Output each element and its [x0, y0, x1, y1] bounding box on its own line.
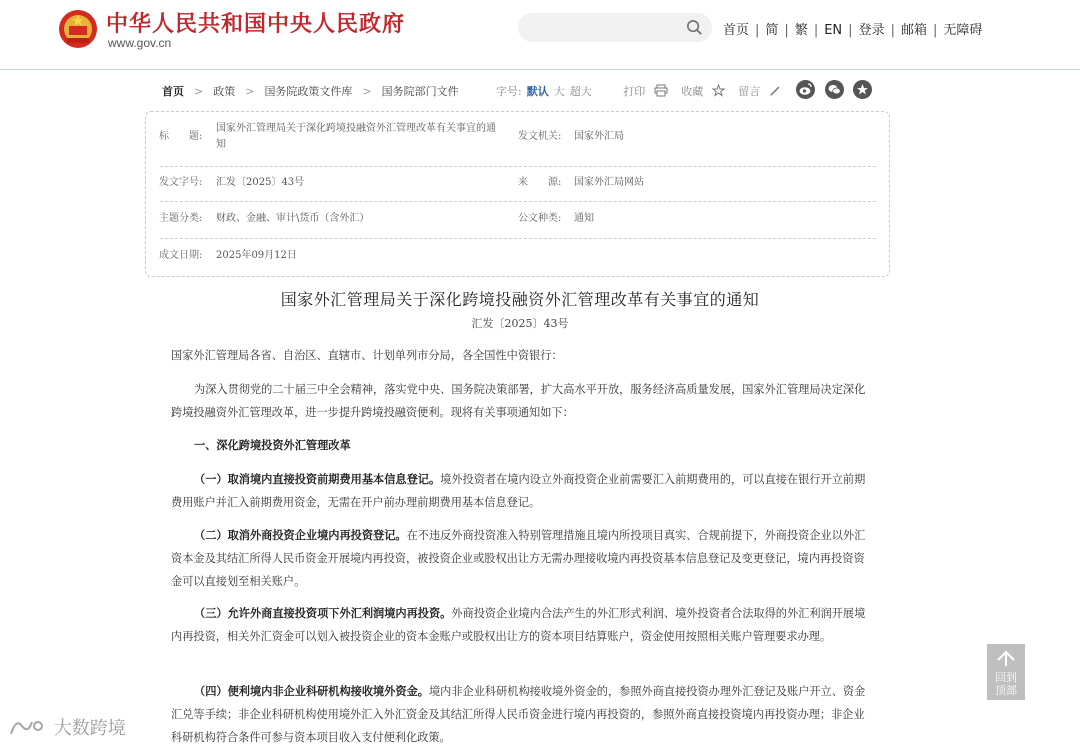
back-to-top-label: 顶部: [995, 684, 1017, 697]
article-item: [171, 680, 871, 749]
item-heading: （一）取消境内直接投资前期费用基本信息登记。: [194, 472, 441, 486]
header-divider: [0, 69, 1080, 70]
watermark: [8, 714, 126, 740]
item-body: 境外投资者在境内设立外商投资企业前需要汇入前期费用的，可以直接在银行开立前期费用账户并汇入前期费用资金，无需在开户前办理前期费用基本信息登记。: [171, 473, 866, 509]
source-value: 国家外汇局网站: [574, 177, 644, 188]
article-tools: [496, 83, 791, 99]
logo-icon: [8, 716, 48, 738]
pencil-icon: [769, 85, 781, 97]
weibo-share-icon[interactable]: [796, 80, 815, 99]
watermark-text: 大数跨境: [53, 718, 126, 739]
back-to-top-button[interactable]: [987, 644, 1025, 700]
item-body: 外商投资企业境内合法产生的外汇形式利润、境外投资者合法取得的外汇利润开展境内再投资，相关外汇资金可以划入被投资企业的资本金账户或股权出让方的资本项目结算账户，资金使用按照相关账户管理要求办理。: [171, 607, 866, 643]
nav-home[interactable]: 首页: [723, 23, 750, 38]
row-divider: [160, 201, 876, 202]
item-body: 境内非企业科研机构接收境外资金的，参照外商直接投资办理外汇登记及账户开立、资金汇兑等手续；非企业科研机构使用境外汇入外汇资金及其结汇所得人民币资金进行境内再投资的，参照外商直接投资境内再投资办理；非企业科研机构符合条件可参与资本项目收入支付便利化政策。: [171, 685, 866, 744]
topic-value: 财政、金融、审计\货币（含外汇）: [216, 213, 370, 224]
national-emblem-icon[interactable]: [58, 9, 98, 49]
item-body: 在不违反外商投资准入特别管理措施且境内所投项目真实、合规前提下，外商投资企业以外汇资本金及其结汇所得人民币资金开展境内再投资，被投资企业或股权出让方无需办理接收境内再投资基本信息登记及变更登记，境内再投资资金可以直接划至相关账户。: [171, 529, 866, 588]
favorite-star-icon[interactable]: [853, 80, 872, 99]
intro-paragraph: 为深入贯彻党的二十届三中全会精神，落实党中央、国务院决策部署，扩大高水平开放，服务经济高质量发展，国家外汇管理局决定深化跨境投融资外汇管理改革，进一步提升跨境投融资便利。现将有关事项通知如下：: [171, 383, 866, 419]
search-icon[interactable]: [685, 18, 704, 37]
font-size-xlarge[interactable]: 超大: [569, 85, 592, 98]
docno-label: 发文字号:: [159, 177, 203, 188]
wechat-share-icon[interactable]: [825, 80, 844, 99]
comment-button[interactable]: [738, 85, 791, 98]
site-domain: www.gov.cn: [108, 36, 172, 50]
issuer-label: 发文机关:: [518, 131, 562, 142]
chevron-right-icon: >: [245, 85, 255, 98]
row-divider: [160, 238, 876, 239]
arrow-up-icon: [987, 644, 1025, 668]
nav-simplified[interactable]: 简: [765, 23, 779, 38]
article-number: 汇发〔2025〕43号: [471, 317, 569, 330]
font-size-default[interactable]: 默认: [526, 85, 549, 98]
docno-value: 汇发〔2025〕43号: [216, 177, 305, 188]
article-item: [171, 468, 871, 514]
back-to-top-label: 回到: [995, 671, 1017, 684]
source-label: 来 源:: [518, 177, 562, 188]
breadcrumb-policy-library[interactable]: 国务院政策文件库: [264, 85, 353, 98]
chevron-right-icon: >: [362, 85, 372, 98]
item-heading: （二）取消外商投资企业境内再投资登记。: [194, 528, 407, 542]
nav-english[interactable]: EN: [824, 23, 843, 38]
breadcrumb-department-docs[interactable]: 国务院部门文件: [381, 85, 459, 98]
print-label: 打印: [623, 85, 646, 98]
title-label: 标 题:: [159, 131, 203, 142]
row-divider: [160, 166, 876, 167]
document-info-box: [145, 111, 890, 277]
article-title: 国家外汇管理局关于深化跨境投融资外汇管理改革有关事宜的通知: [280, 290, 760, 309]
addressee: 国家外汇管理局各省、自治区、直辖市、计划单列市分局，各全国性中资银行：: [171, 349, 563, 362]
search-input[interactable]: [518, 13, 712, 42]
comment-label: 留言: [738, 85, 761, 98]
favorite-label: 收藏: [681, 85, 704, 98]
nav-traditional[interactable]: 繁: [794, 23, 808, 38]
favorite-button[interactable]: [681, 85, 735, 98]
site-title[interactable]: 中华人民共和国中央人民政府: [106, 12, 406, 37]
font-size-large[interactable]: 大: [553, 85, 565, 98]
item-heading: （四）便利境内非企业科研机构接收境外资金。: [194, 684, 429, 698]
breadcrumb: [162, 83, 459, 99]
nav-login[interactable]: 登录: [858, 23, 885, 38]
top-nav: 首页 | 简 | 繁 | EN | 登录 | 邮箱 | 无障碍: [723, 23, 983, 38]
font-size-label: 字号:: [496, 85, 522, 98]
star-icon: [712, 84, 725, 97]
title-value: 国家外汇管理局关于深化跨境投融资外汇管理改革有关事宜的通 知: [216, 123, 496, 150]
article-item: [171, 524, 871, 593]
type-value: 通知: [574, 213, 594, 224]
breadcrumb-policy[interactable]: 政策: [213, 85, 236, 98]
date-label: 成文日期:: [159, 250, 203, 261]
item-heading: （三）允许外商直接投资项下外汇利润境内再投资。: [194, 606, 452, 620]
nav-accessibility[interactable]: 无障碍: [943, 23, 983, 38]
date-value: 2025年09月12日: [216, 250, 297, 261]
topic-label: 主题分类:: [159, 213, 203, 224]
article-item: [171, 602, 871, 648]
breadcrumb-home[interactable]: 首页: [162, 85, 184, 98]
chevron-right-icon: >: [194, 85, 204, 98]
printer-icon: [654, 84, 668, 97]
nav-mail[interactable]: 邮箱: [900, 23, 927, 38]
section-heading: 一、深化跨境投资外汇管理改革: [194, 438, 351, 452]
print-button[interactable]: [623, 85, 678, 98]
issuer-value: 国家外汇局: [574, 131, 624, 142]
type-label: 公文种类:: [518, 213, 562, 224]
site-header: [0, 0, 1080, 69]
